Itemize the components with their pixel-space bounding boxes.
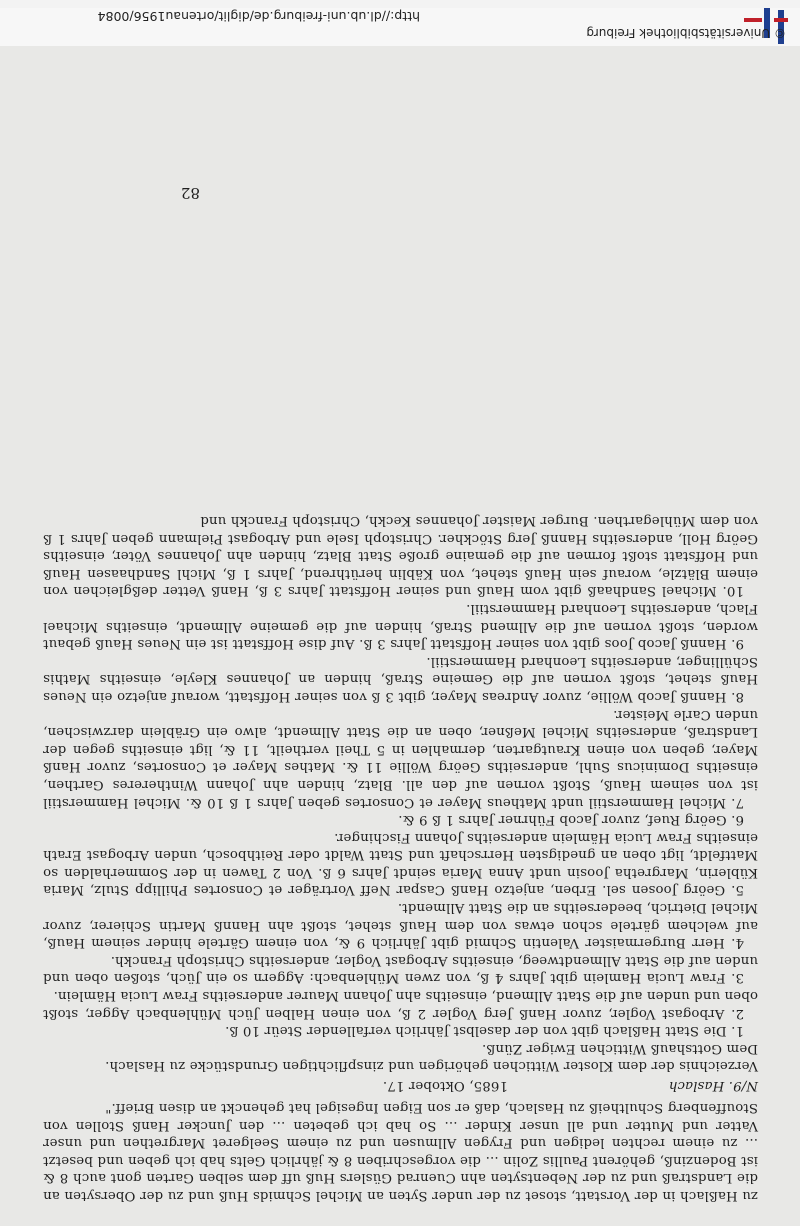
entry-paragraph: 6. Geörg Ruef, zuvor Jacob Führner Jahrs 1 ß 9 &.	[398, 812, 744, 828]
page-number: 82	[180, 184, 200, 202]
entry-paragraph: 7. Michel Hammerstiil undt Matheus Mayer et Consortes geben Jahrs 1 ß 10 &. Michel Hammerstiil ist von seinem Hauß, Stoßt vornen auf den all. Blatz, hinden ahn Johann Winthereres Garthen, einseiths Dominicus Suhl, anderseiths Geörg Wöllie 11 &. Mathes Mayer et Consortes, zuvor Hanß Mayer, geben von einen Krautgarten, dermahlen in 5 Theil vertheilt, 11 &, ligt einseiths gegen der Landstraß, anderseiths Michel Meßner, oben an die Statt Allmendt, alwo ein Gräblein darzwischen, unden Carle Meister.	[43, 706, 758, 810]
entry-paragraph: 5. Geörg Joosen sel. Erben, anjetzo Hanß Caspar Neff Vorträger et Consortes Phillipp Stulz, Maria Küblerin, Margretha Joosin undt Anna Maria seindt Jahrs 6 ß. Von 2 Tawen in der Sommerhalden so Mattfeldt, ligt oben an gnedigsten Herrschaft und Statt Waldt oder Reithbosch, unden Arbogast Erath einseiths Fraw Lucia Hämlein anderseiths Johann Fischinger.	[43, 829, 758, 898]
page-text	[43, 511, 758, 1204]
copyright-credit: © Universitätsbibliothek Freiburg	[586, 26, 786, 40]
entry-paragraph: 10. Michael Sandhaaß gibt vom Hauß und seiner Hoffstatt Jahrs 3 ß, Hanß Vetter deßgleichen von einem Blätzle, worauf sein Hauß stehet, von Käblin herüthrend, Jahrs 1 ß, Michl Sandhaasen Hauß und Hoffstatt stoßt formen auf die gemaine große Statt Blatz, hinden ahn Johannes Vöter, einseiths Geörg Holl, anderseiths Hannß Jerg Stöckher. Christoph Isele und Arbogast Pielmann geben Jahrs 1 ß von dem Mühlegarthen. Burger Maister Johannes Keckh, Christoph Franckh und	[43, 513, 758, 599]
entry-paragraph: 8. Hannß Jacob Wöllie, zuvor Andreas Mayer, gibt 3 ß von seiner Hoffstatt, worauf anjetzo ein Neues Hauß stehet, stoßt vornen auf die Gemeine Straß, hinden an Johannes Kleyle, einseiths Mathis Schüllinger, anderseiths Leonhard Hammerstiil.	[43, 653, 758, 704]
body-paragraph: Verzeichnis der dem Kloster Wittichen gehörigen und zinspflichtigen Grundstücke zu Haslach.	[104, 1058, 758, 1074]
entry-paragraph: 9. Hannß Jacob Joos gibt von seiner Hoffstatt Jahrs 3 ß. Auf dise Hoffstatt ist ein Neues Hauß gebaut worden, stoßt vornen auf die Allmend Straß, hinden auf die gemeine Allmendt, einseiths Michael Flach, anderseiths Leonhard Hammerstiil.	[43, 601, 758, 652]
scanned-page	[0, 46, 800, 1226]
body-paragraph: Dem Gottshauß Wittichen Ewiger Zünß.	[481, 1040, 758, 1056]
source-url[interactable]: http://dl.ub.uni-freiburg.de/diglit/ortenau1956/0084	[97, 9, 420, 24]
heading-date: 1685, Oktober 17.	[382, 1078, 508, 1094]
entry-paragraph: 4. Herr Burgermaister Valentin Schmid gibt Jährlich 9 &, von einem Gärtele hinder seinem Hauß, auf welchem gärtele schon etwas von dem Hauß stehet, stoßt ahn Hannß Martin Schierer, zuvor Michel Dietrich, beederseiths an die Statt Allmendt.	[43, 900, 758, 951]
heading-number: N/9. Haslach	[668, 1078, 758, 1094]
entry-paragraph: 1. Die Statt Haßlach gibt von der daselbst Jährlich verfallender Steür 10 ß.	[225, 1023, 744, 1039]
entry-paragraph: 3. Fraw Lucia Hamlein gibt Jahrs 4 ß, von zwen Mühlenbach: Aggern so ein Jüch, stoßen oben und unden auf die Statt Allmendtweeg, einseiths Arbogast Vogler, anderseiths Christoph Franckh.	[43, 952, 758, 986]
entry-paragraph: 2. Arbogast Vogler, zuvor Hanß Jerg Vogler 2 ß, von einen Halben Jüch Mühlenbach Agger, stoßt oben und unden auf die Statt Allmend, einseiths ahn Johann Maurer anderseiths Fraw Lucia Hämlein.	[43, 988, 758, 1021]
document-heading	[43, 1076, 758, 1094]
page-edge-strip	[0, 0, 800, 8]
opening-paragraph: zu Haßlach in der Vorstatt, stoset zu der under Syten an Michel Schmids Huß und zu der Obersyten an die Landstraß und zu der Nebentsyten ahn Cuenrad Güslers Huß uff dem selben Garten gont auch 8 & ist Bodenzinß, gehörent Paullis Zolin ... die vorgeschriben 8 & jährlich Gelts hab ich geben und besetzt ... zu einem rechten ledigen und Frygen Allmusen und zu einem Seelgeret Margrethen und unser Vatter und Mutter und all unser Kinder ... So hab ich gebeten ... den Juncker Hanß Stollen von Stouffenberg Schultheiß zu Haslach, daß er son Eigen Ingesigel hat gehenckt an disen Brieff."	[43, 1100, 758, 1203]
